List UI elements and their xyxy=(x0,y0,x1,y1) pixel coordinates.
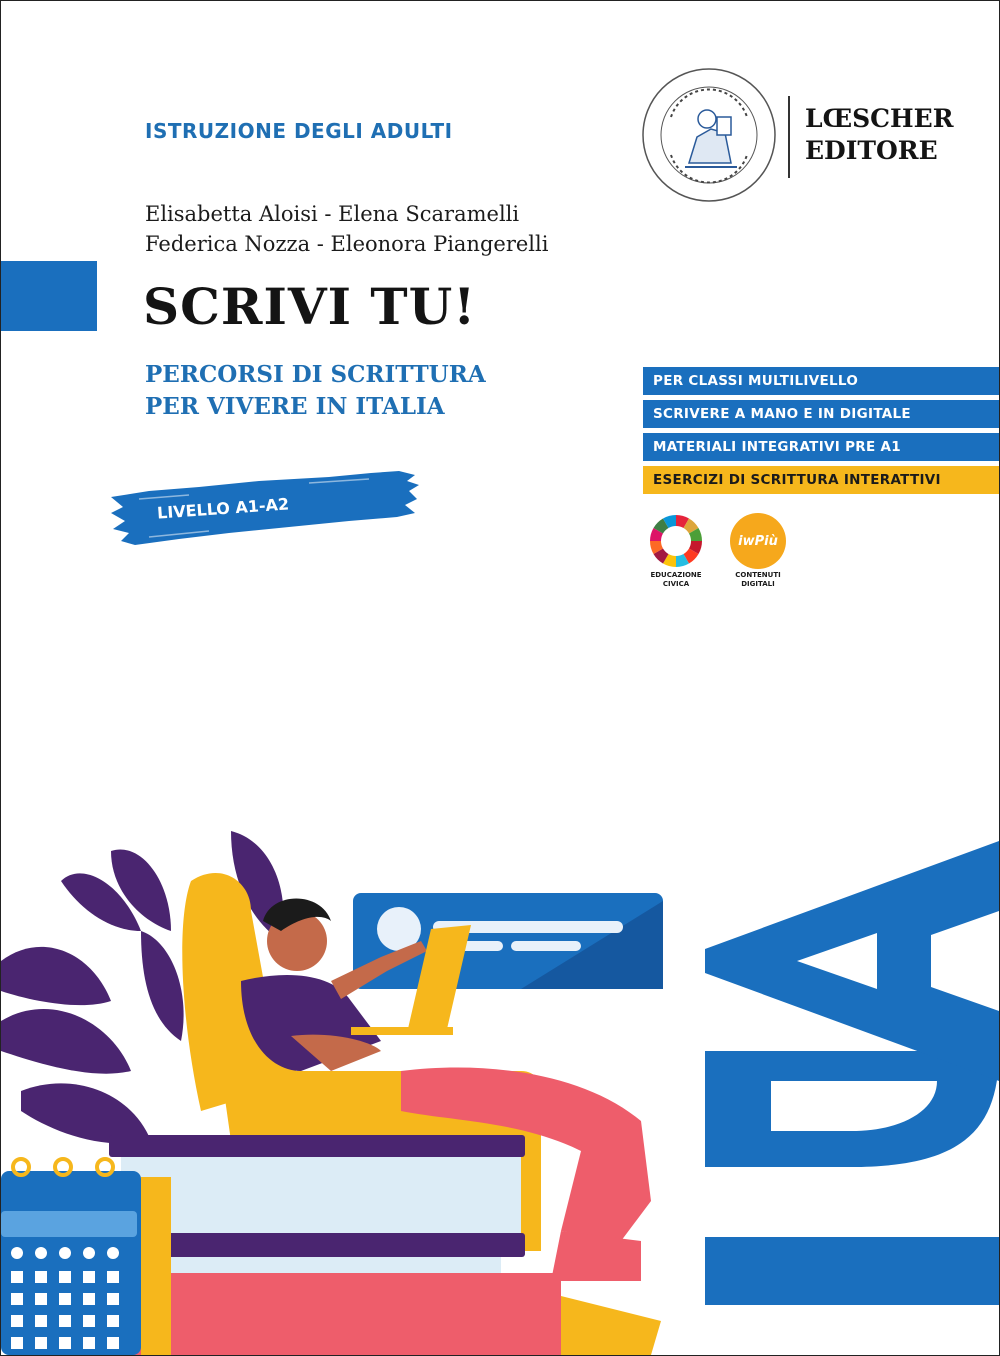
ida-lettering xyxy=(701,641,999,1355)
iwpiu-icon-text: iwPiù xyxy=(738,533,778,549)
level-label: LIVELLO A1-A2 xyxy=(156,494,290,523)
badge-label-line-1: EDUCAZIONE xyxy=(650,571,702,579)
badges xyxy=(641,511,801,601)
title-accent-bar xyxy=(1,261,97,331)
feature-item-pre-a1: MATERIALI INTEGRATIVI PRE A1 xyxy=(643,433,999,461)
publisher-seal-icon xyxy=(641,67,777,203)
badge-label-line-2: CIVICA xyxy=(662,580,690,588)
subtitle-line-1: PERCORSI DI SCRITTURA xyxy=(145,361,486,388)
series-label: ISTRUZIONE DEGLI ADULTI xyxy=(145,119,453,143)
badge-educazione-civica xyxy=(641,511,711,589)
feature-item-interactive: ESERCIZI DI SCRITTURA INTERATTIVI xyxy=(643,466,999,494)
authors-line-2: Federica Nozza - Eleonora Piangerelli xyxy=(145,232,549,256)
publisher-name-line-2: EDITORE xyxy=(805,136,938,165)
level-badge xyxy=(109,469,421,549)
logo-divider xyxy=(788,96,790,178)
feature-item-multilevel: PER CLASSI MULTILIVELLO xyxy=(643,367,999,395)
book-title: SCRIVI TU! xyxy=(143,277,477,336)
sdg-wheel-icon xyxy=(646,511,706,571)
publisher-name xyxy=(805,103,954,167)
feature-item-handwriting: SCRIVERE A MANO E IN DIGITALE xyxy=(643,400,999,428)
student-laptop-illustration xyxy=(1,821,701,1355)
authors-line-1: Elisabetta Aloisi - Elena Scaramelli xyxy=(145,202,520,226)
badge-contenuti-digitali xyxy=(723,513,793,589)
badge-label-line-2: DIGITALI xyxy=(741,580,775,588)
badge-label-line-1: CONTENUTI xyxy=(735,571,781,579)
feature-list xyxy=(643,367,999,499)
book-subtitle xyxy=(145,359,486,423)
authors xyxy=(145,199,548,259)
publisher-name-line-1: LŒSCHER xyxy=(805,104,954,133)
iwpiu-icon xyxy=(730,513,786,569)
subtitle-line-2: PER VIVERE IN ITALIA xyxy=(145,393,445,420)
